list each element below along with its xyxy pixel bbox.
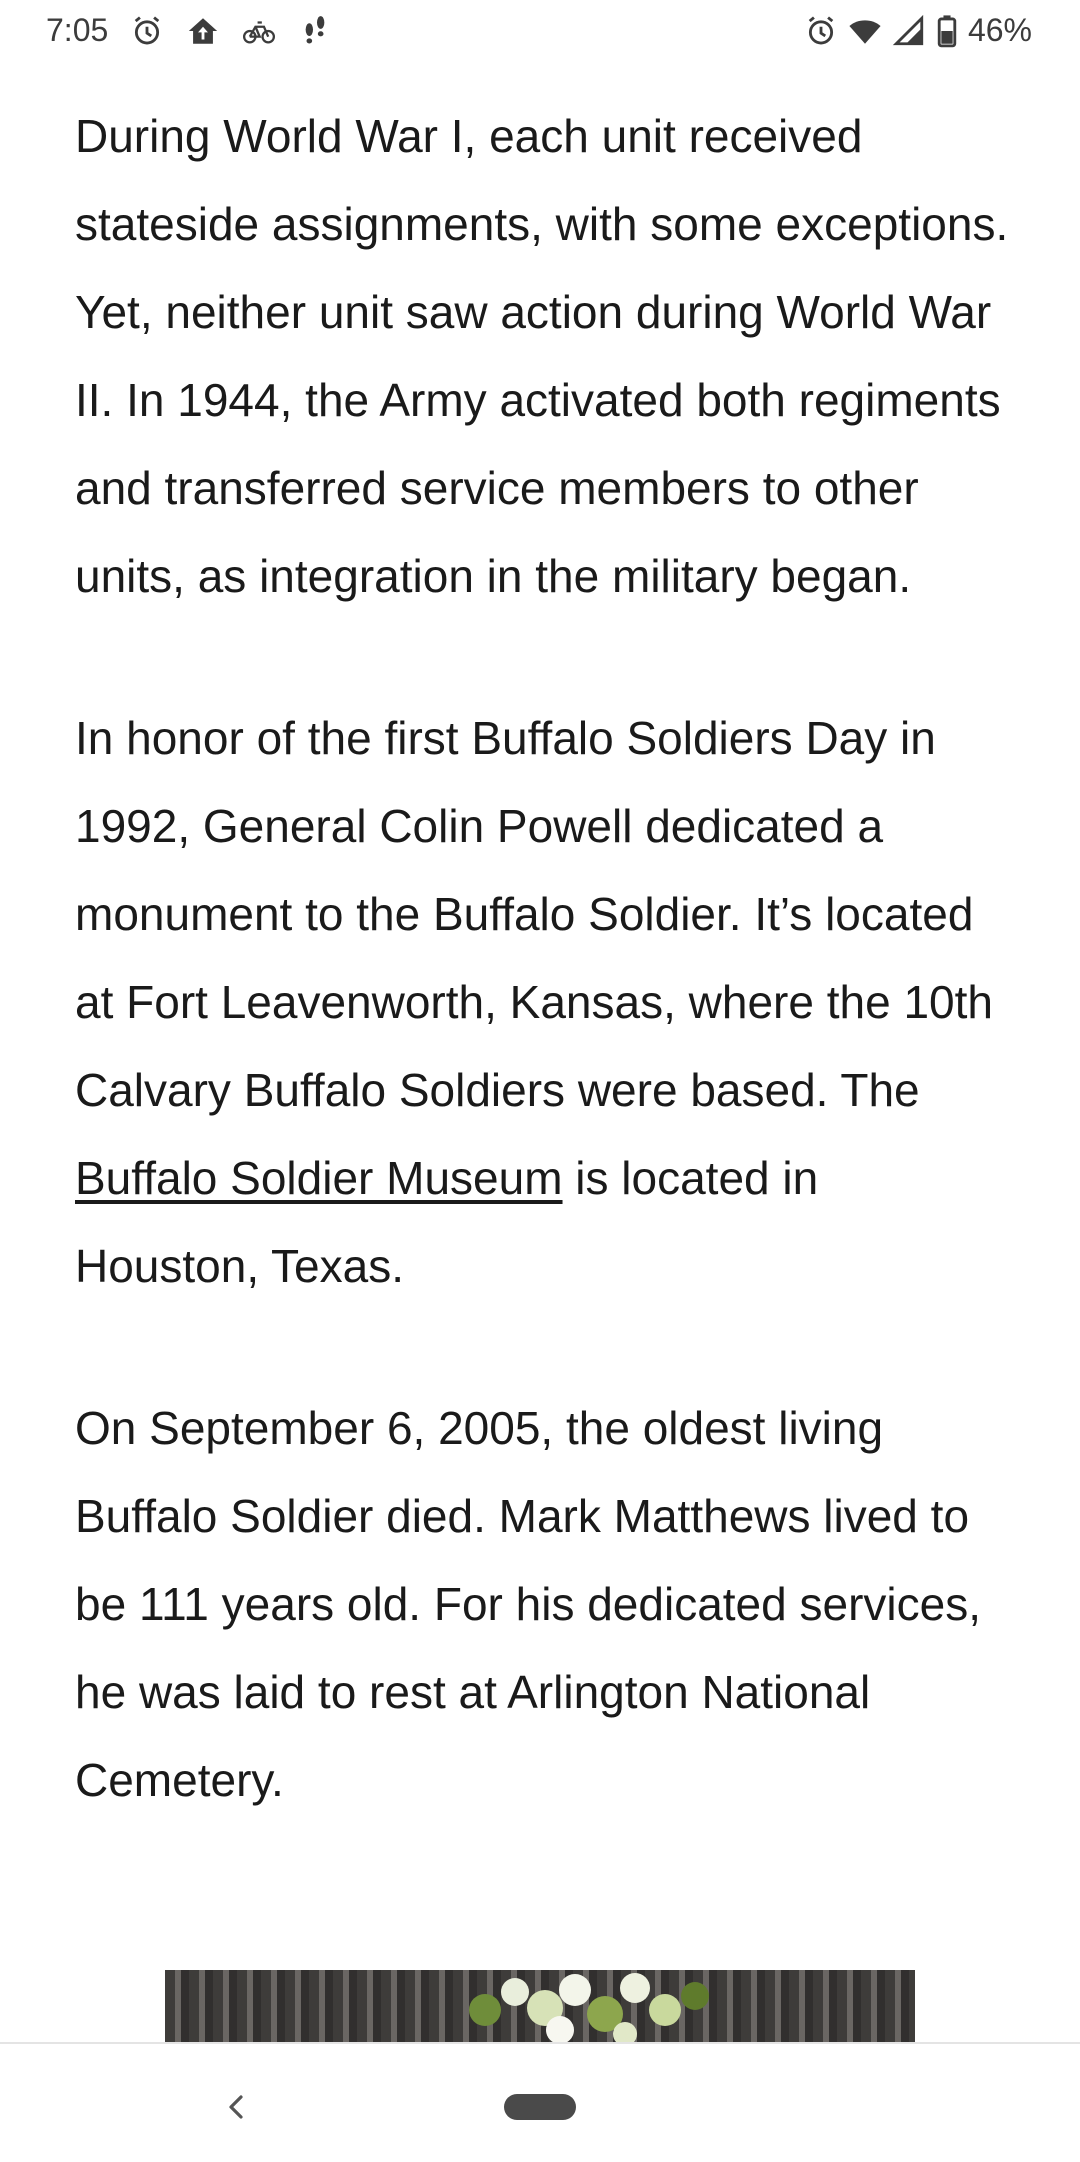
paragraph-2-text-start: In honor of the first Buffalo Soldiers Day in 1992, General Colin Powell dedicated a monument to the Buffalo Soldier. It’s located at Fort Leavenworth, Kansas, where the 10th Calvary Buffalo Soldiers were based. The (75, 712, 993, 1116)
battery-percent: 46% (967, 12, 1032, 48)
status-bar (0, 0, 1080, 62)
flower-wreath-graphic (455, 1970, 715, 2042)
home-upload-icon (186, 14, 220, 48)
signal-icon (892, 14, 926, 48)
paragraph-1: During World War I, each unit received stateside assignments, with some exceptions. Yet, neither unit saw action during World War II. In 1944, the Army activated both regiments and transferred service members to other units, as integration in the military began. (75, 110, 1009, 602)
alarm-icon (130, 14, 164, 48)
chevron-left-icon[interactable] (222, 2092, 252, 2122)
navigation-bar (0, 2042, 1080, 2162)
article-body (75, 92, 1010, 1898)
paragraph-3: On September 6, 2005, the oldest living Buffalo Soldier died. Mark Matthews lived to be 111 years old. For his dedicated services, he was laid to rest at Arlington National Cemetery. (75, 1402, 981, 1806)
status-time: 7:05 (46, 12, 109, 48)
article-image (165, 1970, 915, 2042)
wifi-icon (848, 14, 882, 48)
paragraph-2-text-end: is located in Houston, Texas. (75, 1152, 819, 1292)
buffalo-soldier-museum-link[interactable]: Buffalo Soldier Museum (75, 1152, 563, 1204)
home-pill-icon[interactable] (504, 2094, 576, 2120)
alarm-icon (804, 14, 838, 48)
status-left (46, 12, 332, 49)
paragraph-2 (75, 694, 1010, 1310)
bicycle-icon (242, 14, 276, 48)
battery-icon (936, 14, 958, 48)
status-right (804, 12, 1032, 49)
footsteps-icon (298, 14, 332, 48)
